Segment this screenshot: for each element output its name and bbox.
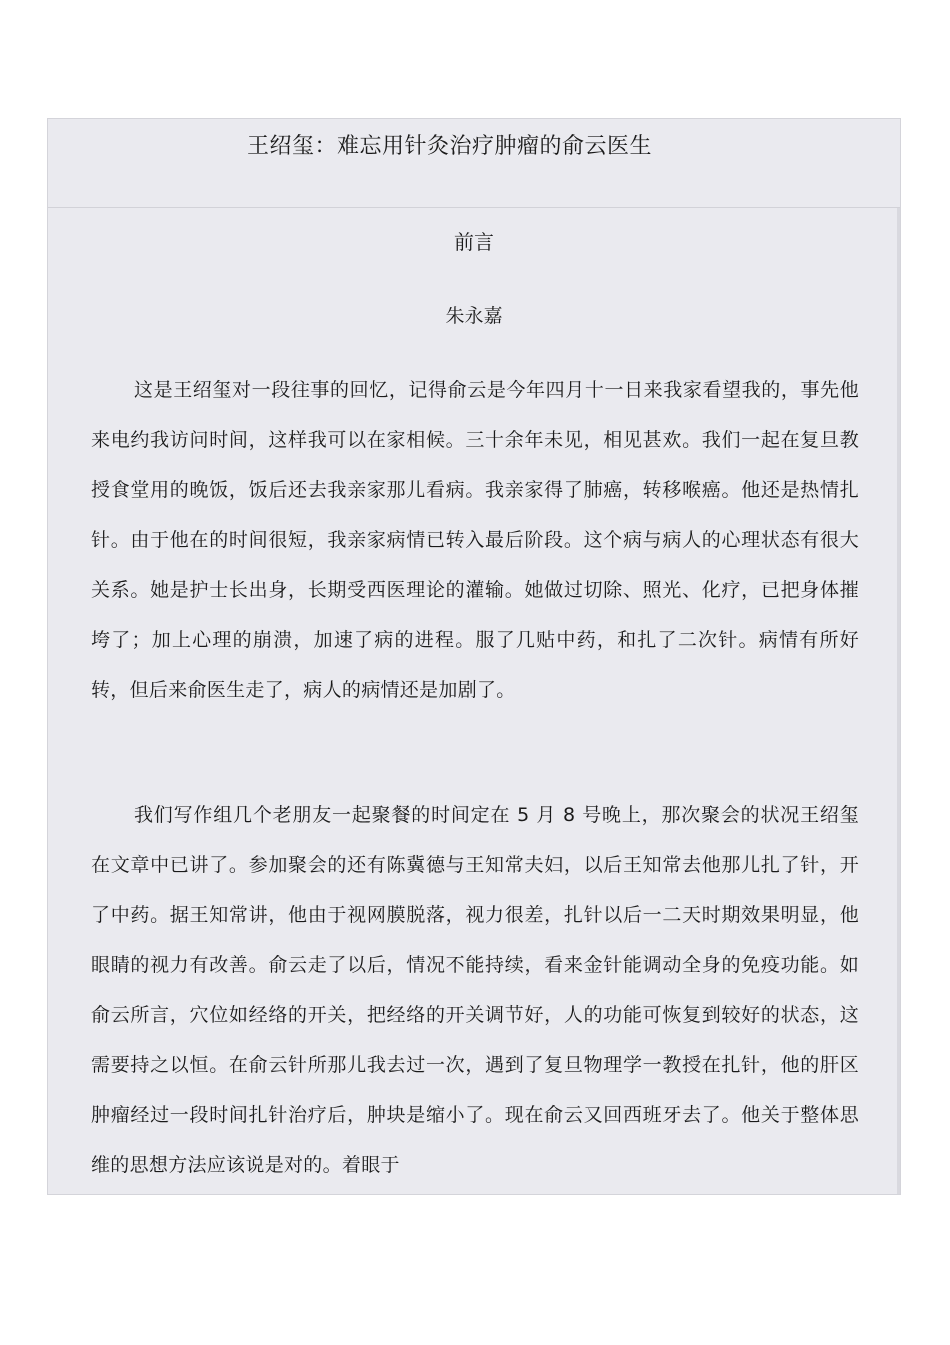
body-paragraph-1: 这是王绍玺对一段往事的回忆，记得俞云是今年四月十一日来我家看望我的，事先他来电约我访问时间，这样我可以在家相候。三十余年未见，相见甚欢。我们一起在复旦教授食堂用的晚饭，饭后还去我亲家那儿看病。我亲家得了肺癌，转移喉癌。他还是热情扎针。由于他在的时间很短，我亲家病情已转入最后阶段。这个病与病人的心理状态有很大关系。她是护士长出身，长期受西医理论的灌输。她做过切除、照光、化疗，已把身体摧垮了；加上心理的崩溃，加速了病的进程。服了几贴中药，和扎了二次针。病情有所好转，但后来俞医生走了，病人的病情还是加剧了。 (91, 379, 859, 701)
section-heading: 前言 (454, 230, 494, 254)
document-title: 王绍玺：难忘用针灸治疗肿瘤的俞云医生 (247, 134, 653, 159)
document-frame (47, 118, 901, 1195)
author-name: 朱永嘉 (445, 305, 503, 327)
title-band (48, 119, 900, 208)
body-paragraph-2: 我们写作组几个老朋友一起聚餐的时间定在 5 月 8 号晚上，那次聚会的状况王绍玺在文章中已讲了。参加聚会的还有陈冀德与王知常夫妇，以后王知常去他那儿扎了针，开了中药。据王知常讲，他由于视网膜脱落，视力很差，扎针以后一二天时期效果明显，他眼睛的视力有改善。俞云走了以后，情况不能持续，看来金针能调动全身的免疫功能。如俞云所言，穴位如经络的开关，把经络的开关调节好，人的功能可恢复到较好的状态，这需要持之以恒。在俞云针所那儿我去过一次，遇到了复旦物理学一教授在扎针，他的肝区肿瘤经过一段时间扎针治疗后，肿块是缩小了。现在俞云又回西班牙去了。他关于整体思维的思想方法应该说是对的。着眼于 (91, 804, 859, 1176)
right-border-rule (897, 208, 900, 1194)
